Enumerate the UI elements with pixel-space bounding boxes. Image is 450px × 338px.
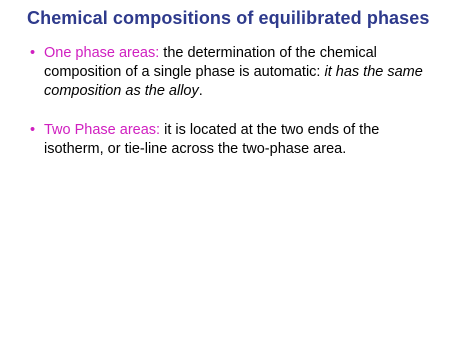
bullet-marker: • — [30, 122, 36, 138]
bullet-list — [30, 44, 440, 159]
bullet-lead-label: One phase areas: — [44, 45, 160, 61]
bullet-lead-label: Two Phase areas: — [44, 122, 161, 138]
bullet-body-text: it is located at the two ends of the isotherm, or tie-line across the two-phase area. — [44, 122, 380, 157]
bullet-italic-text: it has the same composition as the alloy — [44, 64, 423, 99]
bullet-two-phase-areas — [30, 121, 440, 159]
bullet-one-phase-areas — [30, 44, 440, 101]
bullet-marker: • — [30, 45, 36, 61]
bullet-tail-text: . — [198, 83, 203, 99]
bullet-body-text: the determination of the chemical composition of a single phase is automatic: — [44, 45, 377, 80]
slide-title: Chemical compositions of equilibrated phases — [27, 8, 430, 28]
